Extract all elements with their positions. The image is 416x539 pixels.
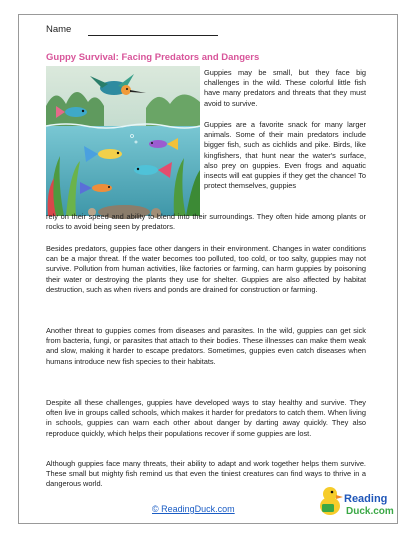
paragraph-6: Although guppies face many threats, their ability to adapt and work together helps them survive. These small but mighty fish remind us that even the tiniest creatures can find ways to thrive in a dangerous world. (46, 459, 366, 489)
svg-text:Duck.com: Duck.com (346, 506, 394, 517)
paragraph-2-continued: rely on their speed and ability to blend into their surroundings. They often hide among plants or rocks to avoid being seen by predators. (46, 212, 366, 232)
name-field-line[interactable] (88, 35, 218, 36)
paragraph-4: Another threat to guppies comes from diseases and parasites. In the wild, guppies can get sick from bacteria, fungi, or parasites that attach to their bodies. These illnesses can make them weak and slow, making it harder to escape predators. Sometimes, guppies even catch diseases when humans introduce new fish species to their habitats. (46, 326, 366, 366)
reading-duck-logo (316, 480, 394, 520)
copyright-link[interactable]: © ReadingDuck.com (152, 504, 235, 514)
guppy-illustration (46, 66, 200, 216)
paragraph-1: Guppies may be small, but they face big challenges in the wild. These colorful little fish have many predators and threats that they must avoid to survive. (204, 68, 366, 108)
paragraph-3: Besides predators, guppies face other dangers in their environment. Changes in water conditions can be a major threat. If the water becomes too polluted, too cold, or too salty, guppies may not survive. Pollution from human activities, like factories or farming, can harm guppies by poisoning their water or destroying the plants they use for shelter. Guppies are also affected by habitat destruction, such as when rivers and ponds are drained for construction or farming. (46, 244, 366, 294)
paragraph-5: Despite all these challenges, guppies have developed ways to stay healthy and survive. They often live in groups called schools, which makes it harder for predators to catch them. When living in schools, guppies can warn each other about danger by darting away quickly. They also reproduce quickly, which helps their populations recover if some guppies are lost. (46, 398, 366, 438)
name-label: Name (46, 24, 72, 35)
article-title: Guppy Survival: Facing Predators and Dangers (46, 52, 260, 63)
paragraph-2: Guppies are a favorite snack for many larger animals. Some of their main predators include bigger fish, such as cichlids and pike. Birds, like kingfishers, that hunt near the water's surface, also prey on guppies. Even frogs and aquatic insects will eat guppies if they get the chance! To protect themselves, guppies (204, 120, 366, 191)
svg-text:Reading: Reading (344, 493, 388, 505)
